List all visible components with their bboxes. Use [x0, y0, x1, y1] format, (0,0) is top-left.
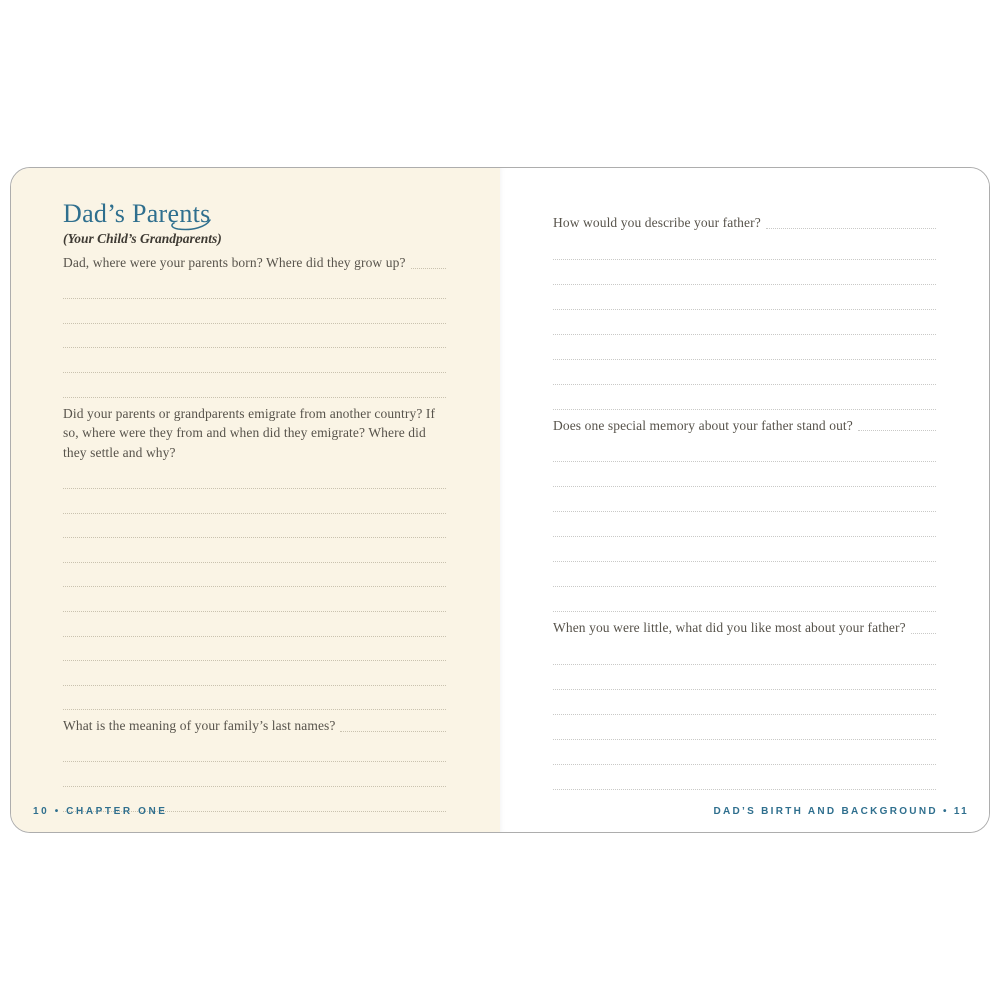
answer-line [63, 538, 446, 563]
answer-line [553, 740, 936, 765]
question-text [63, 398, 446, 465]
question-label: When you were little, what did you like most about your father? [553, 620, 906, 636]
answer-line [553, 537, 936, 562]
answer-line [553, 765, 936, 790]
answer-line [63, 299, 446, 324]
dotted-rule [858, 430, 936, 431]
answer-line [63, 348, 446, 373]
answer-line [553, 285, 936, 310]
answer-line [553, 640, 936, 665]
answer-line [553, 335, 936, 360]
question-section [553, 612, 936, 790]
answer-line [63, 587, 446, 612]
right-page [500, 168, 989, 832]
answer-line [63, 489, 446, 514]
answer-line [553, 512, 936, 537]
question-text [553, 207, 936, 235]
question-list [553, 207, 936, 790]
answer-line [553, 487, 936, 512]
answer-line [63, 738, 446, 763]
question-list [63, 247, 446, 812]
page-subtitle: (Your Child’s Grandparents) [63, 231, 222, 246]
answer-line [553, 665, 936, 690]
dotted-rule [911, 633, 936, 634]
answer-line [63, 275, 446, 300]
question-label: What is the meaning of your family’s last names? [63, 718, 336, 734]
answer-line [553, 310, 936, 335]
question-label: Did your parents or grandparents emigrate from another country? If so, where were they from and when did they emigrate? Where did they settle and why? [63, 405, 436, 460]
answer-line [553, 690, 936, 715]
dotted-rule [766, 228, 936, 229]
answer-line [553, 260, 936, 285]
left-page [11, 168, 500, 832]
question-section [553, 207, 936, 410]
page-title-text: Dad’s Parents [63, 199, 211, 228]
answer-line [553, 437, 936, 462]
answer-line [63, 464, 446, 489]
question-label: How would you describe your father? [553, 215, 761, 230]
question-section [553, 410, 936, 613]
question-text [553, 612, 936, 640]
answer-line [63, 661, 446, 686]
answer-line [553, 360, 936, 385]
answer-line [63, 612, 446, 637]
question-label: Dad, where were your parents born? Where did they grow up? [63, 255, 406, 270]
title-swash-icon [166, 219, 212, 233]
footer-right-page-number: DAD’S BIRTH AND BACKGROUND • 11 [713, 806, 969, 817]
answer-line [63, 563, 446, 588]
question-text [63, 247, 446, 275]
answer-line [553, 385, 936, 410]
dotted-rule [411, 268, 446, 269]
answer-line [553, 462, 936, 487]
answer-line [63, 514, 446, 539]
answer-line [553, 587, 936, 612]
question-section [63, 710, 446, 811]
answer-line [63, 373, 446, 398]
dotted-rule [340, 731, 446, 732]
question-section [63, 398, 446, 711]
page-title [63, 201, 446, 227]
answer-line [553, 235, 936, 260]
book-spread [10, 167, 990, 833]
answer-line [63, 637, 446, 662]
question-section [63, 247, 446, 398]
answer-line [63, 686, 446, 711]
answer-line [553, 715, 936, 740]
answer-line [553, 562, 936, 587]
footer-left-page-number: 10 • CHAPTER ONE [33, 806, 168, 817]
answer-line [63, 324, 446, 349]
question-label: Does one special memory about your father stand out? [553, 417, 853, 433]
answer-line [63, 762, 446, 787]
question-text [553, 410, 936, 438]
question-text [63, 710, 446, 738]
